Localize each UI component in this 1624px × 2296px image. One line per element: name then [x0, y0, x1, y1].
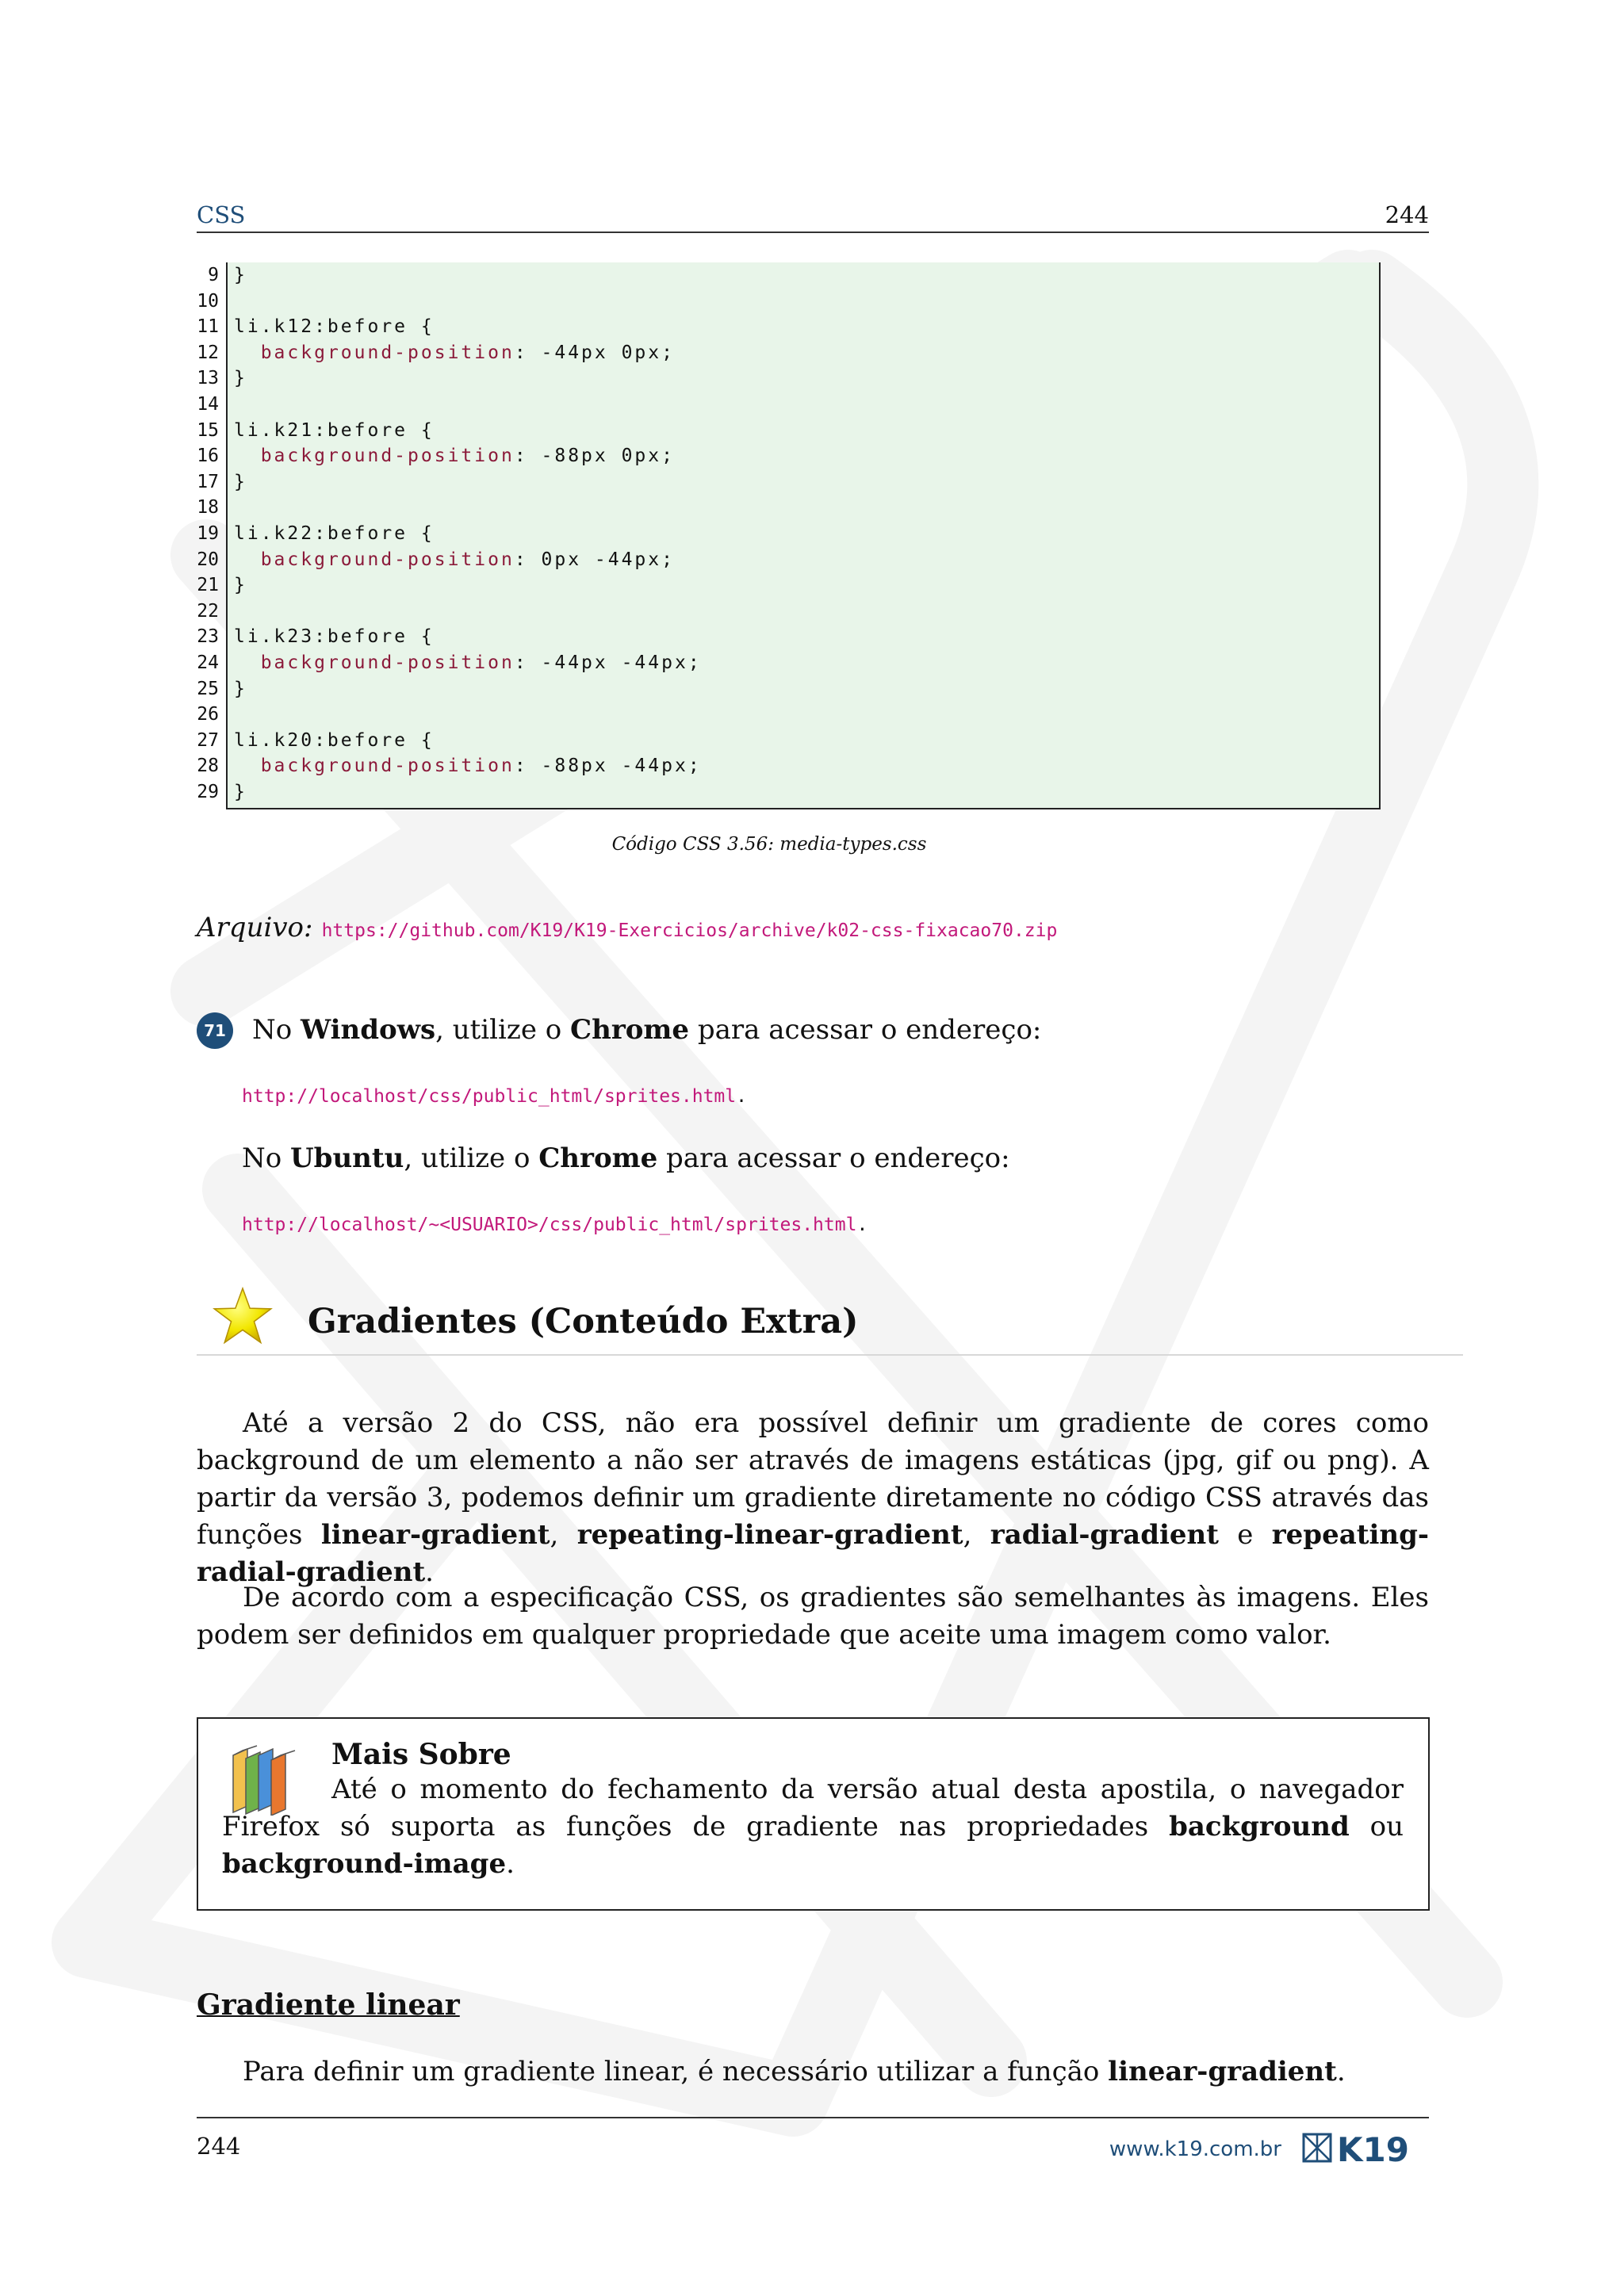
- ubuntu-os-name: Ubuntu: [290, 1142, 404, 1174]
- ubuntu-text-3: para acessar o endereço:: [657, 1142, 1010, 1174]
- code-line: [228, 289, 1379, 315]
- windows-os-name: Windows: [301, 1014, 436, 1046]
- fn-linear-gradient: linear-gradient: [320, 1519, 550, 1551]
- subsection-title: Gradiente linear: [197, 1988, 460, 2022]
- p1-sep-1: ,: [550, 1519, 577, 1551]
- note-prop-background-image: background-image: [222, 1848, 507, 1880]
- archive-line: [197, 912, 1057, 943]
- p1-sep-3: e: [1218, 1519, 1272, 1551]
- code-line: [228, 469, 1379, 496]
- k19-logo: [1302, 2130, 1429, 2164]
- code-line-number: 22: [197, 600, 219, 622]
- running-footer: [197, 2117, 1429, 2164]
- p3-fn-linear-gradient: linear-gradient: [1108, 2056, 1337, 2087]
- windows-url-period: .: [736, 1086, 747, 1107]
- windows-browser-name: Chrome: [570, 1014, 690, 1046]
- code-line-number: 15: [197, 419, 219, 441]
- fn-repeating-radial-gradient: repeating-radial-gradient: [197, 1519, 1429, 1588]
- ubuntu-text-1: No: [242, 1142, 291, 1174]
- code-line: [228, 599, 1379, 625]
- code-line-number: 19: [197, 522, 219, 544]
- code-line: [228, 495, 1379, 521]
- k19-logo-text: K19: [1337, 2130, 1409, 2164]
- exercise-number-badge: 71: [197, 1012, 233, 1049]
- code-line: [228, 753, 1379, 779]
- code-selector: [234, 446, 261, 466]
- code-selector: [234, 756, 261, 776]
- code-line-number: 24: [197, 652, 219, 673]
- code-line-numbers: [181, 262, 219, 809]
- windows-text-1: No: [252, 1014, 301, 1046]
- note-text: [222, 1771, 1404, 1883]
- code-selector: [234, 549, 261, 570]
- paragraph-gradients-intro: [197, 1405, 1429, 1591]
- star-icon: [213, 1286, 273, 1346]
- code-line: [228, 365, 1379, 392]
- section-header: [197, 1284, 1463, 1356]
- code-line: [228, 521, 1379, 547]
- code-line-number: 28: [197, 756, 219, 777]
- code-line-number: 14: [197, 393, 219, 415]
- footer-url[interactable]: www.k19.com.br: [1109, 2137, 1281, 2161]
- fn-radial-gradient: radial-gradient: [990, 1519, 1219, 1551]
- code-line-number: 29: [197, 781, 219, 802]
- code-line: [228, 702, 1379, 728]
- windows-text-3: para acessar o endereço:: [689, 1014, 1042, 1046]
- p1-text-1: Até a versão 2 do CSS, não era possível definir um gradiente de cores como background de um elemento a não ser através de imagens estáticas (jpg, gif ou png). A partir da versão 3, podemos definir um gradiente diretamente no código CSS através das funções: [197, 1407, 1429, 1551]
- code-value: : -44px -44px;: [514, 652, 702, 673]
- ubuntu-instruction: [242, 1140, 1010, 1177]
- code-line: [228, 262, 1379, 289]
- running-header: [197, 198, 1429, 233]
- fn-repeating-linear-gradient: repeating-linear-gradient: [576, 1519, 963, 1551]
- code-line: [228, 650, 1379, 676]
- code-listing: [181, 262, 1380, 809]
- ubuntu-browser-name: Chrome: [538, 1142, 658, 1174]
- p1-end: .: [425, 1556, 434, 1588]
- code-line-number: 26: [197, 704, 219, 725]
- ubuntu-text-2: , utilize o: [404, 1142, 539, 1174]
- paragraph-gradients-spec: De acordo com a especificação CSS, os gradientes são semelhantes às imagens. Eles podem ser definidos em qualquer propriedade que aceite uma imagem como valor.: [197, 1582, 1429, 1651]
- code-line-number: 18: [197, 497, 219, 519]
- code-line-number: 20: [197, 549, 219, 570]
- windows-instruction: [252, 1012, 1041, 1048]
- note-title: Mais Sobre: [331, 1738, 511, 1771]
- windows-url-line: [242, 1086, 747, 1107]
- ubuntu-url-line: [242, 1215, 868, 1235]
- footer-page-number: 244: [197, 2133, 241, 2160]
- code-value: : -44px 0px;: [514, 342, 675, 363]
- code-selector: }: [234, 368, 247, 389]
- note-text-1: Até o momento do fechamento da versão atual desta apostila, o navegador Firefox só suporta as funções de gradiente nas propriedades: [222, 1774, 1404, 1843]
- code-line-number: 13: [197, 368, 219, 389]
- windows-text-2: , utilize o: [435, 1014, 571, 1046]
- code-line-number: 11: [197, 316, 219, 338]
- code-selector: li.k21:before {: [234, 419, 435, 441]
- windows-url[interactable]: http://localhost/css/public_html/sprites.html: [242, 1086, 737, 1107]
- p3-text: Para definir um gradiente linear, é necessário utilizar a função: [243, 2056, 1109, 2087]
- code-property: background-position: [260, 446, 515, 467]
- code-selector: [234, 342, 261, 363]
- code-line-number: 21: [197, 575, 219, 596]
- ubuntu-url-period: .: [856, 1215, 868, 1235]
- code-line: [228, 418, 1379, 444]
- code-line-number: 16: [197, 446, 219, 467]
- code-selector: li.k23:before {: [234, 626, 435, 648]
- code-property: background-position: [260, 549, 515, 570]
- mais-sobre-box: [197, 1717, 1430, 1911]
- ubuntu-url[interactable]: http://localhost/~<USUARIO>/css/public_html/sprites.html: [242, 1215, 857, 1235]
- note-prop-background: background: [1169, 1811, 1350, 1843]
- section-title: Gradientes (Conteúdo Extra): [308, 1302, 859, 1341]
- code-selector: li.k22:before {: [234, 522, 435, 544]
- code-line: [228, 779, 1379, 806]
- code-selector: [234, 652, 261, 673]
- code-line: [228, 547, 1379, 573]
- code-line: [228, 572, 1379, 599]
- code-selector: }: [234, 471, 247, 492]
- code-selector: }: [234, 575, 247, 596]
- code-line-number: 17: [197, 471, 219, 492]
- code-line: [228, 443, 1379, 469]
- code-line: [228, 624, 1379, 650]
- header-page-number: 244: [1385, 201, 1429, 228]
- code-property: background-position: [260, 756, 515, 777]
- paragraph-linear-gradient: [197, 2053, 1429, 2091]
- note-text-2: ou: [1349, 1811, 1404, 1843]
- code-selector: }: [234, 781, 247, 802]
- code-value: : 0px -44px;: [514, 549, 675, 570]
- code-block: [226, 262, 1381, 809]
- p1-sep-2: ,: [963, 1519, 990, 1551]
- chapter-title: CSS: [197, 201, 246, 228]
- code-line-number: 23: [197, 626, 219, 648]
- code-selector: li.k12:before {: [234, 316, 435, 338]
- note-text-end: .: [506, 1848, 515, 1880]
- code-line-number: 27: [197, 729, 219, 751]
- code-line: [228, 676, 1379, 702]
- code-line: [228, 340, 1379, 366]
- p3-end: .: [1336, 2056, 1346, 2087]
- code-property: background-position: [260, 652, 515, 673]
- code-line-number: 12: [197, 342, 219, 363]
- code-value: : -88px 0px;: [514, 446, 675, 467]
- code-selector: }: [234, 678, 247, 699]
- code-line-number: 25: [197, 678, 219, 699]
- archive-label: Arquivo:: [197, 912, 313, 943]
- code-selector: li.k20:before {: [234, 729, 435, 751]
- archive-link[interactable]: https://github.com/K19/K19-Exercicios/archive/k02-css-fixacao70.zip: [321, 920, 1058, 941]
- code-line: [228, 728, 1379, 754]
- code-line: [228, 314, 1379, 340]
- code-selector: }: [234, 265, 247, 285]
- code-line-number: 9: [208, 265, 219, 285]
- code-line-number: 10: [197, 290, 219, 312]
- code-line: [228, 392, 1379, 418]
- code-value: : -88px -44px;: [514, 756, 702, 777]
- code-property: background-position: [260, 342, 515, 363]
- code-caption: Código CSS 3.56: media-types.css: [611, 834, 927, 855]
